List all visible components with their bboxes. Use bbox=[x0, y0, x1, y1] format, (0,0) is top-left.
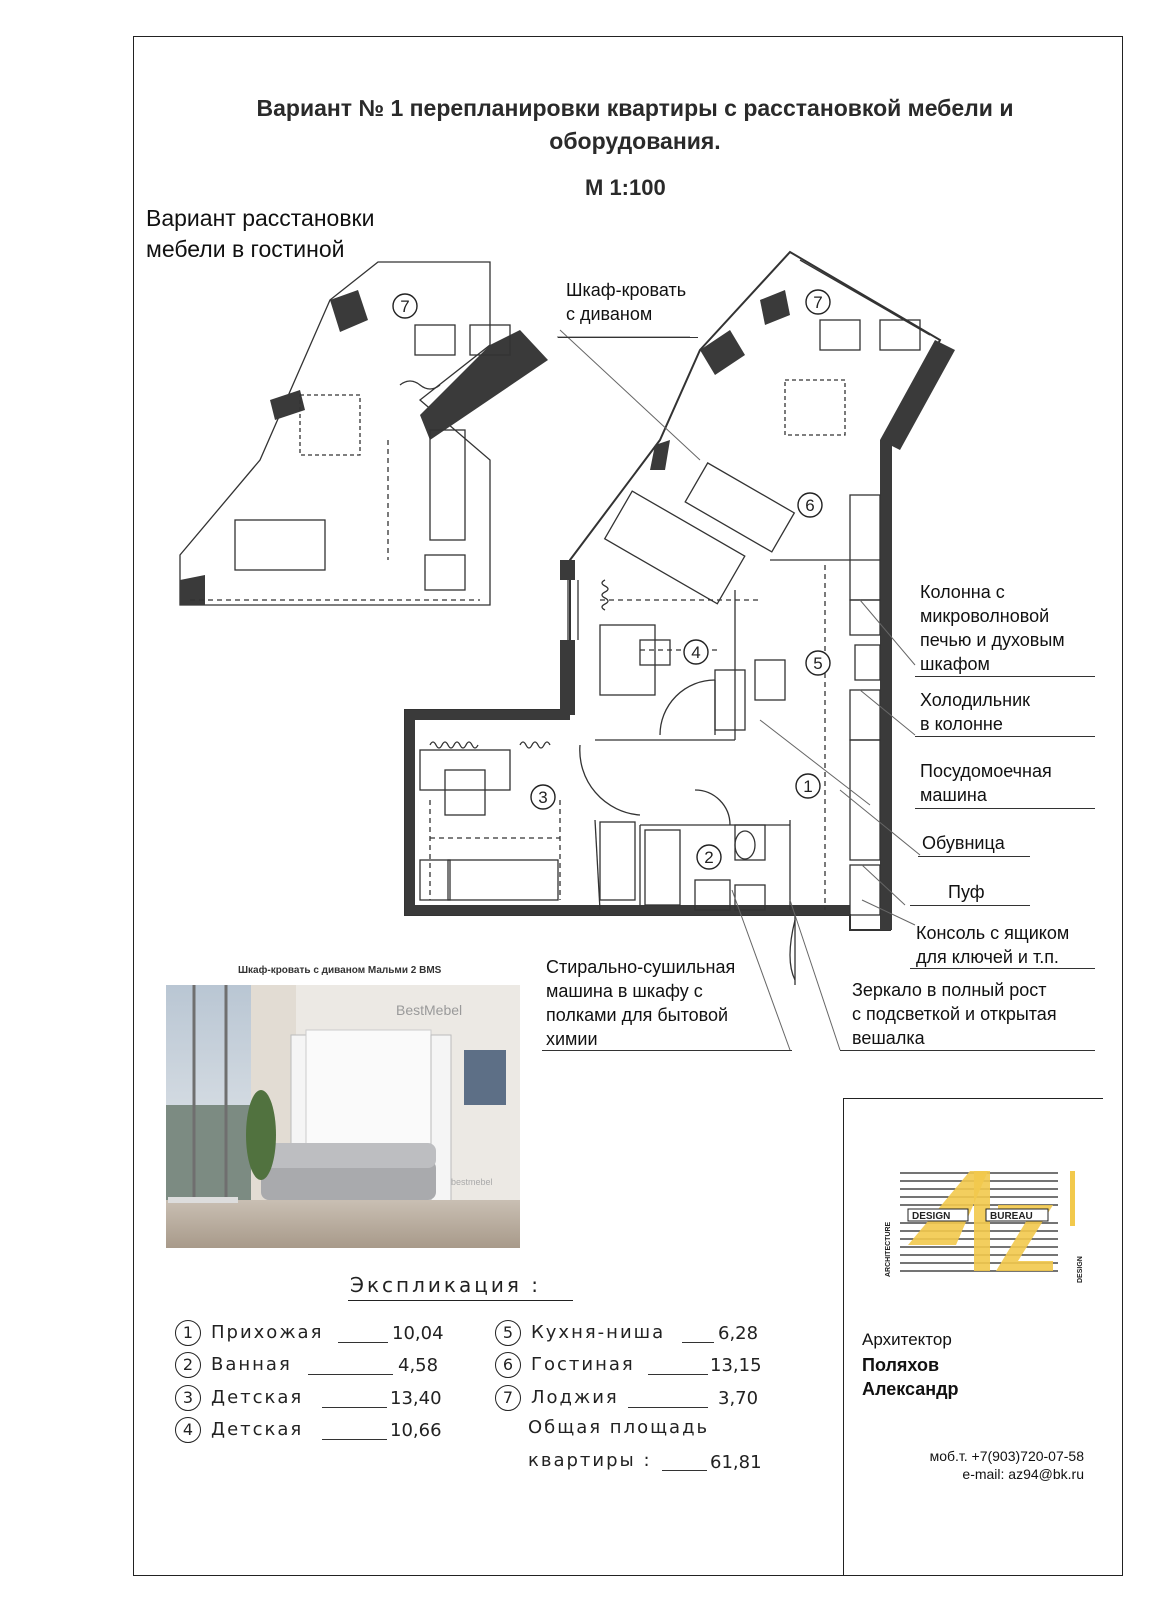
room-number-1: 1 bbox=[803, 777, 813, 796]
callout-line: Посудомоечная bbox=[920, 761, 1052, 781]
room-name: Прихожая bbox=[211, 1322, 324, 1343]
leader-dots bbox=[682, 1342, 714, 1343]
architect-name bbox=[862, 1353, 959, 1401]
callout-column bbox=[920, 580, 1065, 676]
callout-line: Консоль с ящиком bbox=[916, 923, 1070, 943]
explication-row bbox=[495, 1385, 619, 1411]
callout-line: вешалка bbox=[852, 1028, 925, 1048]
leader-line bbox=[910, 968, 1095, 969]
callout-washer bbox=[546, 955, 735, 1051]
architect-firstname: Александр bbox=[862, 1379, 959, 1399]
room-number-badge: 1 bbox=[175, 1320, 201, 1346]
room-area: 10,04 bbox=[392, 1323, 444, 1344]
room-number-2: 2 bbox=[704, 848, 714, 867]
explication-row bbox=[175, 1417, 303, 1443]
architect-label: Архитектор bbox=[862, 1330, 952, 1349]
room-number-badge: 6 bbox=[495, 1352, 521, 1378]
room-number-5: 5 bbox=[813, 654, 823, 673]
photo-watermark: BestMebel bbox=[396, 1002, 463, 1018]
az-logo bbox=[878, 1165, 1088, 1285]
total-area-label-2: квартиры : bbox=[528, 1450, 652, 1471]
leader-line bbox=[915, 808, 1095, 809]
callout-line: для ключей и т.п. bbox=[916, 947, 1059, 967]
callout-dishwasher bbox=[920, 759, 1052, 807]
callout-line: Зеркало в полный рост bbox=[852, 980, 1047, 1000]
callout-line: Стирально-сушильная bbox=[546, 957, 736, 977]
architect-surname: Поляхов bbox=[862, 1355, 940, 1375]
leader-line bbox=[558, 337, 698, 338]
room-number-badge: 5 bbox=[495, 1320, 521, 1346]
room-name: Кухня-ниша bbox=[531, 1322, 666, 1343]
leader-dots bbox=[662, 1470, 707, 1471]
total-area-label: Общая площадь bbox=[528, 1417, 710, 1438]
architect-phone: моб.т. +7(903)720-07-58 bbox=[929, 1448, 1084, 1464]
title-line-2: оборудования. bbox=[549, 128, 721, 154]
leader-dots bbox=[628, 1407, 708, 1408]
room-number-3: 3 bbox=[538, 788, 548, 807]
explication-row bbox=[175, 1320, 323, 1346]
callout-line: шкафом bbox=[920, 654, 990, 674]
room-name: Детская bbox=[211, 1419, 304, 1440]
callout-line: химии bbox=[546, 1029, 598, 1049]
room-number-6: 6 bbox=[805, 496, 815, 515]
leader-line bbox=[915, 736, 1095, 737]
leader-line bbox=[910, 905, 1030, 906]
room-number-badge: 7 bbox=[495, 1385, 521, 1411]
logo-architecture-text: ARCHITECTURE bbox=[885, 1221, 892, 1277]
callout-mirror bbox=[852, 978, 1057, 1050]
subtitle-line-2: мебели в гостиной bbox=[146, 236, 345, 262]
leader-line bbox=[915, 676, 1095, 677]
room-name: Лоджия bbox=[531, 1387, 619, 1408]
explication-underline bbox=[348, 1300, 573, 1301]
explication-title: Экспликация : bbox=[350, 1273, 541, 1297]
callout-line: машина bbox=[920, 785, 987, 805]
callout-line: микроволновой bbox=[920, 606, 1050, 626]
leader-line bbox=[542, 1050, 792, 1051]
title-line-1: Вариант № 1 перепланировки квартиры с расстановкой мебели и bbox=[256, 95, 1014, 121]
callout-line: машина в шкафу с bbox=[546, 981, 703, 1001]
photo-caption: Шкаф-кровать с диваном Мальми 2 BMS bbox=[238, 965, 442, 976]
logo-bureau-text: BUREAU bbox=[990, 1211, 1033, 1222]
architect-email: e-mail: az94@bk.ru bbox=[962, 1466, 1084, 1482]
logo-design-text: DESIGN bbox=[912, 1211, 951, 1222]
callout-shoe-rack: Обувница bbox=[922, 833, 1005, 853]
room-area: 4,58 bbox=[398, 1355, 439, 1376]
room-number-badge: 4 bbox=[175, 1417, 201, 1443]
room-area: 13,40 bbox=[390, 1388, 442, 1409]
leader-dots bbox=[322, 1439, 387, 1440]
explication-row bbox=[495, 1352, 635, 1378]
callout-fridge bbox=[920, 688, 1030, 736]
logo-design-side-text: DESIGN bbox=[1077, 1256, 1084, 1283]
explication-row bbox=[175, 1385, 303, 1411]
callout-console bbox=[916, 921, 1069, 969]
room-number-7-inset: 7 bbox=[400, 297, 410, 316]
explication-row bbox=[495, 1320, 665, 1346]
callout-line: полками для бытовой bbox=[546, 1005, 729, 1025]
room-name: Гостиная bbox=[531, 1354, 635, 1375]
room-name: Детская bbox=[211, 1387, 304, 1408]
room-area: 3,70 bbox=[718, 1388, 759, 1409]
room-name: Ванная bbox=[211, 1354, 292, 1375]
callout-line: Холодильник bbox=[920, 690, 1031, 710]
callout-line: с диваном bbox=[566, 304, 653, 324]
room-area: 10,66 bbox=[390, 1420, 442, 1441]
wardrobe-bed-photo bbox=[166, 985, 520, 1248]
photo-watermark-2: bestmebel bbox=[451, 1177, 493, 1187]
room-area: 6,28 bbox=[718, 1323, 759, 1344]
room-number-7: 7 bbox=[813, 293, 823, 312]
subtitle-line-1: Вариант расстановки bbox=[146, 205, 375, 231]
leader-dots bbox=[308, 1374, 393, 1375]
leader-dots bbox=[338, 1342, 388, 1343]
leader-line bbox=[840, 1050, 1095, 1051]
explication-row bbox=[175, 1352, 292, 1378]
callout-line: Колонна с bbox=[920, 582, 1005, 602]
inset-plan bbox=[180, 262, 548, 605]
leader-dots bbox=[648, 1374, 708, 1375]
callout-line: в колонне bbox=[920, 714, 1003, 734]
scale-label: М 1:100 bbox=[585, 175, 666, 200]
total-area-value: 61,81 bbox=[710, 1452, 762, 1473]
callout-line: печью и духовым bbox=[920, 630, 1065, 650]
leader-dots bbox=[322, 1407, 387, 1408]
callout-line: Шкаф-кровать bbox=[566, 280, 687, 300]
leader-line bbox=[918, 856, 1030, 857]
room-area: 13,15 bbox=[710, 1355, 762, 1376]
room-number-4: 4 bbox=[691, 643, 701, 662]
room-number-badge: 3 bbox=[175, 1385, 201, 1411]
room-number-badge: 2 bbox=[175, 1352, 201, 1378]
callout-wardrobe-bed bbox=[566, 278, 686, 326]
callout-pouf: Пуф bbox=[948, 882, 985, 902]
callout-line: с подсветкой и открытая bbox=[852, 1004, 1057, 1024]
